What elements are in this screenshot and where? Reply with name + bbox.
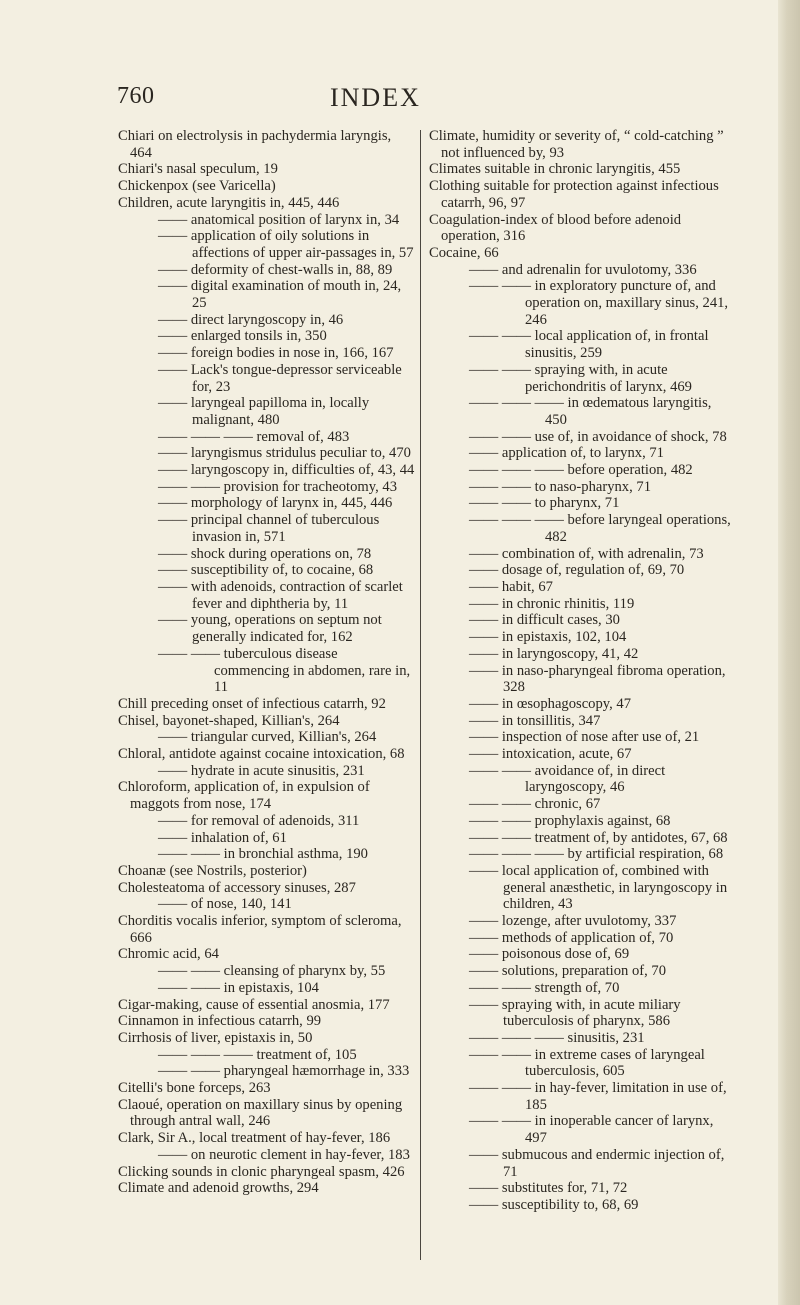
index-entry-text: triangular curved, Killian's, 264 [190,729,377,746]
repeat-dash: —— —— [469,495,535,512]
repeat-dash: —— —— [469,762,535,779]
repeat-dash: —— —— —— [158,428,257,445]
page-title: INDEX [330,83,421,112]
repeat-dash: —— —— [469,328,535,345]
repeat-dash: —— [158,1146,191,1163]
repeat-dash: —— [469,946,502,963]
repeat-dash: —— [158,729,191,746]
index-entry [429,395,731,428]
index-entry-text: habit, 67 [501,578,553,595]
index-entry-text: Citelli's bone forceps, 263 [118,1080,271,1097]
index-entry [118,1063,416,1080]
index-entry-text: morphology of larynx in, 445, 446 [190,495,393,512]
index-entry-text: lozenge, after uvulotomy, 337 [501,913,677,930]
repeat-dash: —— [158,361,191,378]
repeat-dash: —— —— [158,478,224,495]
index-entry [118,345,416,362]
repeat-dash: —— [469,445,502,462]
index-entry [118,512,416,545]
index-entry-text: local application of, combined with general anæsthetic, in laryngoscopy in children, 43 [501,862,728,913]
index-entry-text: Choanæ (see Nostrils, posterior) [118,862,307,879]
index-entry [429,278,731,328]
index-entry-text: dosage of, regulation of, 69, 70 [501,562,685,579]
index-entry [118,813,416,830]
repeat-dash: —— [469,1146,502,1163]
index-entry [429,913,731,930]
index-entry-text: treatment of, 105 [256,1046,357,1063]
index-entry-text: chronic, 67 [534,796,601,813]
index-entry [118,195,416,212]
index-entry [429,1197,731,1214]
index-entry-text: spraying with, in acute perichondritis of larynx, 469 [525,361,692,395]
index-entry [118,178,416,195]
index-entry-text: spraying with, in acute miliary tuberculosis of pharynx, 586 [501,996,681,1030]
index-entry [429,713,731,730]
index-entry [429,1180,731,1197]
repeat-dash: —— [469,1197,502,1213]
repeat-dash: —— [469,963,502,980]
index-entry [429,212,731,245]
index-entry [429,546,731,563]
repeat-dash: —— —— [158,979,224,996]
index-entry-text: before operation, 482 [567,462,693,479]
index-entry [429,763,731,796]
repeat-dash: —— [469,562,502,579]
index-entry [118,830,416,847]
index-entry-text: Chiari's nasal speculum, 19 [118,161,278,178]
index-entry [118,395,416,428]
index-entry-text: in hay-fever, limitation in use of, 185 [525,1080,727,1113]
index-entry-text: Climate and adenoid growths, 294 [118,1180,319,1197]
index-entry [118,262,416,279]
index-entry-text: Chloral, antidote against cocaine intoxication, 68 [118,746,405,763]
index-entry [118,1013,416,1030]
index-entry-text: susceptibility of, to cocaine, 68 [190,562,374,579]
repeat-dash: —— —— [158,963,224,980]
index-entry-text: susceptibility to, 68, 69 [501,1197,639,1213]
index-entry [429,629,731,646]
index-entry-text: strength of, 70 [534,979,620,996]
index-entry [429,997,731,1030]
index-entry-text: Chiari on electrolysis in pachydermia laryngis, 464 [118,128,392,161]
index-entry [429,479,731,496]
index-entry [118,946,416,963]
repeat-dash: —— [158,829,191,846]
index-entry [118,729,416,746]
index-entry [118,161,416,178]
index-entry-text: in epistaxis, 104 [223,979,319,996]
repeat-dash: —— [469,662,502,679]
index-entry-text: with adenoids, contraction of scarlet fever and diphtheria by, 11 [190,578,403,612]
index-entry-text: tuberculous disease commencing in abdomen, rare in, 11 [214,645,411,696]
index-entry-text: Climates suitable in chronic laryngitis, 455 [429,161,681,178]
index-entry-text: Children, acute laryngitis in, 445, 446 [118,194,340,211]
index-entry-text: removal of, 483 [256,428,350,445]
index-entry-text: Clothing suitable for protection against infectious catarrh, 96, 97 [429,178,719,211]
index-entry-text: Climate, humidity or severity of, “ cold-catching ” not influenced by, 93 [429,128,724,161]
repeat-dash: —— [158,896,191,913]
index-entry-text: use of, in avoidance of shock, 78 [534,428,727,445]
repeat-dash: —— [158,812,191,829]
index-entry-text: solutions, preparation of, 70 [501,963,666,980]
index-entry-text: to pharynx, 71 [534,495,620,512]
repeat-dash: —— [469,862,502,879]
index-entry [429,596,731,613]
page-number: 760 [117,83,155,109]
index-entry [118,579,416,612]
index-entry [118,1047,416,1064]
index-entry-text: local application of, in frontal sinusitis, 259 [525,328,709,362]
repeat-dash: —— [469,712,502,729]
index-entry [118,646,416,696]
index-entry [429,161,731,178]
index-entry [118,880,416,897]
index-entry [429,1113,731,1146]
index-entry-text: principal channel of tuberculous invasion in, 571 [190,512,380,545]
index-entry [429,830,731,847]
index-entry [118,1130,416,1147]
index-entry [118,462,416,479]
index-entry [118,479,416,496]
index-entry-text: Chromic acid, 64 [118,946,219,963]
index-entry [429,495,731,512]
index-entry [118,846,416,863]
index-entry [118,713,416,730]
repeat-dash: —— [469,645,502,662]
repeat-dash: —— —— [469,1113,535,1130]
repeat-dash: —— [469,996,502,1013]
repeat-dash: —— [158,328,191,345]
index-entry-text: Clark, Sir A., local treatment of hay-fever, 186 [118,1130,391,1147]
index-entry-text: prophylaxis against, 68 [534,812,671,829]
repeat-dash: —— [158,345,191,362]
repeat-dash: —— —— [469,829,535,846]
index-entry-text: inspection of nose after use of, 21 [501,729,700,746]
repeat-dash: —— [158,612,191,629]
index-entry [429,362,731,395]
repeat-dash: —— —— [469,1046,535,1063]
repeat-dash: —— —— [469,478,535,495]
index-entry [118,328,416,345]
index-entry [118,980,416,997]
index-entry [118,562,416,579]
repeat-dash: —— [469,1180,502,1197]
index-entry [429,1047,731,1080]
repeat-dash: —— [469,629,502,646]
index-entry [429,612,731,629]
index-entry-text: substitutes for, 71, 72 [501,1180,628,1197]
repeat-dash: —— [158,445,191,462]
index-entry-text: young, operations on septum not generally indicated for, 162 [190,612,382,646]
index-entry-text: combination of, with adrenalin, 73 [501,545,704,562]
index-entry [118,1080,416,1097]
index-entry [429,663,731,696]
index-entry-text: to naso-pharynx, 71 [534,478,651,495]
repeat-dash: —— —— [469,361,535,378]
index-entry-text: application of, to larynx, 71 [501,445,664,462]
index-entry [429,963,731,980]
index-column-right [429,128,731,1214]
column-divider [420,130,421,1260]
index-entry-text: Lack's tongue-depressor serviceable for, 23 [190,361,402,395]
index-entry-text: and adrenalin for uvulotomy, 336 [501,261,697,278]
index-entry [429,863,731,913]
repeat-dash: —— [469,729,502,746]
index-entry-text: in laryngoscopy, 41, 42 [501,645,639,662]
index-entry-text: in tonsillitis, 347 [501,712,601,729]
repeat-dash: —— [158,261,191,278]
repeat-dash: —— [469,913,502,930]
index-entry [429,128,731,161]
index-entry [118,362,416,395]
index-entry [429,646,731,663]
repeat-dash: —— —— —— [469,846,568,863]
index-entry-text: methods of application of, 70 [501,929,674,946]
index-entry-text: enlarged tonsils in, 350 [190,328,327,345]
index-entry-text: treatment of, by antidotes, 67, 68 [534,829,728,846]
repeat-dash: —— [158,495,191,512]
index-entry [118,963,416,980]
index-entry [429,562,731,579]
index-entry-text: application of oily solutions in affections of upper air-passages in, 57 [190,228,414,261]
repeat-dash: —— [158,762,191,779]
repeat-dash: —— [158,512,191,529]
index-entry-text: Clicking sounds in clonic pharyngeal spasm, 426 [118,1163,405,1180]
index-entry [429,980,731,997]
index-entry [429,846,731,863]
index-entry [429,579,731,596]
index-entry-text: in inoperable cancer of larynx, 497 [525,1113,714,1147]
index-entry [118,495,416,512]
index-entry-text: in œdematous laryngitis, 450 [545,395,712,428]
index-entry-text: Cocaine, 66 [429,244,499,261]
index-entry [118,445,416,462]
index-entry [429,328,731,361]
index-entry-text: deformity of chest-walls in, 88, 89 [190,261,393,278]
index-entry [118,212,416,229]
repeat-dash: —— [469,545,502,562]
repeat-dash: —— —— [469,796,535,813]
index-entry [118,1164,416,1181]
repeat-dash: —— [469,261,502,278]
index-entry [118,763,416,780]
repeat-dash: —— —— [158,1063,224,1080]
index-entry-text: intoxication, acute, 67 [501,746,632,763]
index-entry [429,178,731,211]
index-entry-text: Coagulation-index of blood before adenoid operation, 316 [429,211,682,245]
index-entry [118,228,416,261]
index-entry-text: digital examination of mouth in, 24, 25 [190,278,402,312]
index-entry [118,913,416,946]
repeat-dash: —— [158,228,191,245]
index-entry [429,813,731,830]
index-entry [429,796,731,813]
index-entry [118,863,416,880]
index-entry [118,896,416,913]
index-entry [118,1180,416,1197]
index-entry-text: anatomical position of larynx in, 34 [190,211,400,228]
repeat-dash: —— —— —— [469,512,568,529]
repeat-dash: —— —— [469,979,535,996]
repeat-dash: —— —— [469,428,535,445]
index-entry [429,746,731,763]
repeat-dash: —— —— [158,645,224,662]
repeat-dash: —— [158,278,191,295]
index-entry [429,1080,731,1113]
repeat-dash: —— [469,578,502,595]
repeat-dash: —— [158,562,191,579]
index-entry [429,429,731,446]
index-entry-text: submucous and endermic injection of, 71 [501,1146,725,1180]
index-entry [118,128,416,161]
repeat-dash: —— [158,211,191,228]
index-entry-text: before laryngeal operations, 482 [545,512,731,545]
repeat-dash: —— —— —— [469,395,568,412]
index-entry [429,946,731,963]
repeat-dash: —— [158,311,191,328]
index-entry-text: of nose, 140, 141 [190,896,292,913]
repeat-dash: —— —— —— [469,1029,568,1046]
index-entry-text: Cigar-making, cause of essential anosmia, 177 [118,996,390,1013]
index-entry-text: Cinnamon in infectious catarrh, 99 [118,1013,322,1030]
repeat-dash: —— [158,545,191,562]
repeat-dash: —— [158,578,191,595]
index-entry-text: cleansing of pharynx by, 55 [223,963,386,980]
index-entry-text: laryngoscopy in, difficulties of, 43, 44 [190,462,415,479]
index-entry [429,1030,731,1047]
index-entry [118,696,416,713]
repeat-dash: —— [469,929,502,946]
index-entry [118,612,416,645]
index-entry-text: in extreme cases of laryngeal tuberculosis, 605 [525,1046,705,1080]
index-entry-text: in œsophagoscopy, 47 [501,695,632,712]
index-entry [118,1147,416,1164]
index-entry-text: Chloroform, application of, in expulsion of maggots from nose, 174 [118,779,370,813]
repeat-dash: —— [469,595,502,612]
index-entry-text: sinusitis, 231 [567,1029,645,1046]
index-entry [118,546,416,563]
index-entry [429,930,731,947]
index-entry-text: provision for tracheotomy, 43 [223,478,398,495]
index-entry-text: in epistaxis, 102, 104 [501,629,627,646]
index-entry [429,262,731,279]
index-entry [118,429,416,446]
index-column-left [118,128,416,1197]
index-entry-text: Claoué, operation on maxillary sinus by opening through antral wall, 246 [118,1096,403,1130]
repeat-dash: —— [469,746,502,763]
index-entry-text: Chisel, bayonet-shaped, Killian's, 264 [118,712,340,729]
index-entry-text: in exploratory puncture of, and operation on, maxillary sinus, 241, 246 [525,278,729,328]
index-entry-text: Chickenpox (see Varicella) [118,178,276,195]
index-entry-text: hydrate in acute sinusitis, 231 [190,762,365,779]
repeat-dash: —— —— [158,846,224,863]
page-edge [778,0,800,1305]
repeat-dash: —— —— [469,1080,535,1097]
repeat-dash: —— —— [469,278,535,295]
repeat-dash: —— —— [469,812,535,829]
index-entry-text: direct laryngoscopy in, 46 [190,311,344,328]
index-entry [429,512,731,545]
index-entry-text: foreign bodies in nose in, 166, 167 [190,345,394,362]
index-entry [429,696,731,713]
index-entry [429,1147,731,1180]
index-entry-text: inhalation of, 61 [190,829,287,846]
index-entry-text: Chorditis vocalis inferior, symptom of scleroma, 666 [118,913,402,946]
index-entry-text: Cholesteatoma of accessory sinuses, 287 [118,879,356,896]
index-entry-text: poisonous dose of, 69 [501,946,630,963]
index-entry [118,997,416,1014]
index-entry [118,278,416,311]
index-entry-text: on neurotic clement in hay-fever, 183 [190,1146,410,1163]
index-entry [429,245,731,262]
index-entry-text: for removal of adenoids, 311 [190,812,360,829]
index-entry [118,1097,416,1130]
index-entry-text: in naso-pharyngeal fibroma operation, 328 [501,662,726,696]
index-entry [429,462,731,479]
repeat-dash: —— —— —— [469,462,568,479]
repeat-dash: —— [469,612,502,629]
repeat-dash: —— [158,395,191,412]
index-entry-text: Cirrhosis of liver, epistaxis in, 50 [118,1029,313,1046]
index-entry-text: shock during operations on, 78 [190,545,372,562]
index-entry-text: in difficult cases, 30 [501,612,620,629]
repeat-dash: —— [469,695,502,712]
repeat-dash: —— —— —— [158,1046,257,1063]
index-entry-text: laryngismus stridulus peculiar to, 470 [190,445,411,462]
index-entry [429,729,731,746]
repeat-dash: —— [158,462,191,479]
index-entry [118,312,416,329]
index-entry [118,1030,416,1047]
index-entry-text: Chill preceding onset of infectious catarrh, 92 [118,695,386,712]
index-entry [118,779,416,812]
index-entry-text: pharyngeal hæmorrhage in, 333 [223,1063,410,1080]
index-entry [429,445,731,462]
index-entry [118,746,416,763]
index-entry-text: in bronchial asthma, 190 [223,846,368,863]
index-entry-text: avoidance of, in direct laryngoscopy, 46 [525,762,666,796]
index-entry-text: laryngeal papilloma in, locally malignant, 480 [190,395,370,428]
index-entry-text: by artificial respiration, 68 [567,846,724,863]
index-entry-text: in chronic rhinitis, 119 [501,595,635,612]
